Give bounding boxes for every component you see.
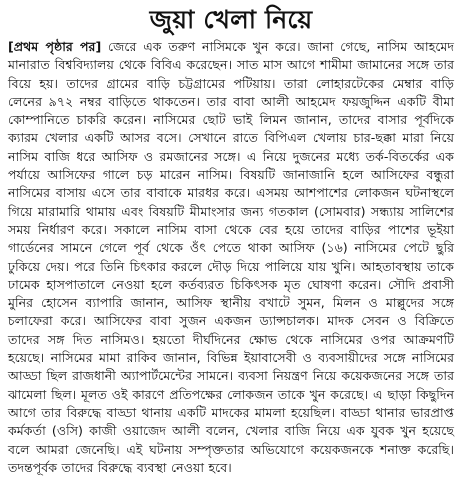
headline: জুয়া খেলা নিয়ে <box>149 5 313 34</box>
article-body <box>8 38 454 477</box>
continuation-label: [প্রথম পৃষ্ঠার পর] <box>8 39 102 54</box>
article-text: জেরে এক তরুণ নাসিমকে খুন করে। জানা গেছে, নাসিম আহমেদ মানারাত বিশ্ববিদ্যালয় থেকে বিবিএ করেছেন। সাত মাস আগে শামীমা জামানের সঙ্গে তার বিয়ে হয়। তাদের গ্রামের বাড়ি চট্টগ্রামের পটিয়ায়। তারা লোহারটেকের মেম্বার বাড়ি লেনের ৯৭২ নম্বর বাড়িতে থাকতেন। তার বাবা আলী আহমেদ ফয়জুদ্দিন একটি বীমা কোম্পানিতে চাকরি করেন। নাসিমের ছোট ভাই লিমন জানান, তাদের বাসার পূর্বদিকে ক্যারম খেলার একটি আসর বসে। সেখানে রাতে বিপিএল খেলায় চার-ছক্কা মারা নিয়ে নাসিম বাজি ধরে আসিফ ও রমজানের সঙ্গে। এ নিয়ে দুজনের মধ্যে তর্ক-বিতর্কের এক পর্যায়ে আসিফের গালে চড় মারেন নাসিম। বিষয়টি জানাজানি হলে আসিফের বন্ধুরা নাসিমের বাসায় এসে তার বাবাকে মারধর করে। এসময় আশপাশের লোকজন ঘটনাস্থলে গিয়ে মারামারি থামায় এবং বিষয়টি মীমাংসার জন্য গতকাল (সোমবার) সন্ধ্যায় সালিশের সময় নির্ধারণ করে। সকালে নাসিম বাসা থেকে বের হয়ে তাদের বাড়ির পাশের ভূইয়া গার্ডেনের সামনে গেলে পূর্ব থেকে ওঁৎ পেতে থাকা আসিফ (১৬) নাসিমের পেটে ছুরি ঢুকিয়ে দেয়। পরে তিনি চিৎকার করলে দৌড় দিয়ে পালিয়ে যায় খুনি। আহতাবস্থায় তাকে ঢামেক হাসপাতালে নেওয়া হলে কর্তব্যরত চিকিৎসক মৃত ঘোষণা করেন। সৌদি প্রবাসী মুনির হোসেন ব্যাপারি জানান, আসিফ স্থানীয় বখাটে সুমন, মিলন ও মাল্লুদের সঙ্গে চলাফেরা করে। আসিফের বাবা সুজন একজন ড্যান্সচালক। মাদক সেবন ও বিক্রিতে তাদের সঙ্গ দিত নাসিমও। হয়তো দীর্ঘদিনের ক্ষোভ থেকে নাসিমের ওপর আক্রমণটি হয়েছে। নাসিমের মামা রাকিব জানান, বিভিন্ন ইয়াবাসেবী ও ব্যবসায়ীদের সঙ্গে নাসিমের আড্ডা ছিল রাজধানী অ্যাপার্টমেন্টের সামনে। ব্যবসা নিয়ন্ত্রণ নিয়ে কয়েকজনের সঙ্গে তার ঝামেলা ছিল। মূলত ওই কারণে প্রতিপক্ষের লোকজন তাকে খুন করেছে। এ ছাড়া কিছুদিন আগে তার বিরুদ্ধে বাড্ডা থানায় একটি মাদকের মামলা হয়েছিল। বাড্ডা থানার ভারপ্রাপ্ত কর্মকর্তা (ওসি) কাজী ওয়াজেদ আলী বলেন, খেলার বাজি নিয়ে এক যুবক খুন হয়েছে বলে আমরা জেনেছি। এই ঘটনায় সম্পৃক্ততার অভিযোগে কয়েকজনকে শনাক্ত করেছি। তদন্তপূর্বক তাদের বিরুদ্ধে ব্যবস্থা নেওয়া হবে। <box>8 39 455 475</box>
